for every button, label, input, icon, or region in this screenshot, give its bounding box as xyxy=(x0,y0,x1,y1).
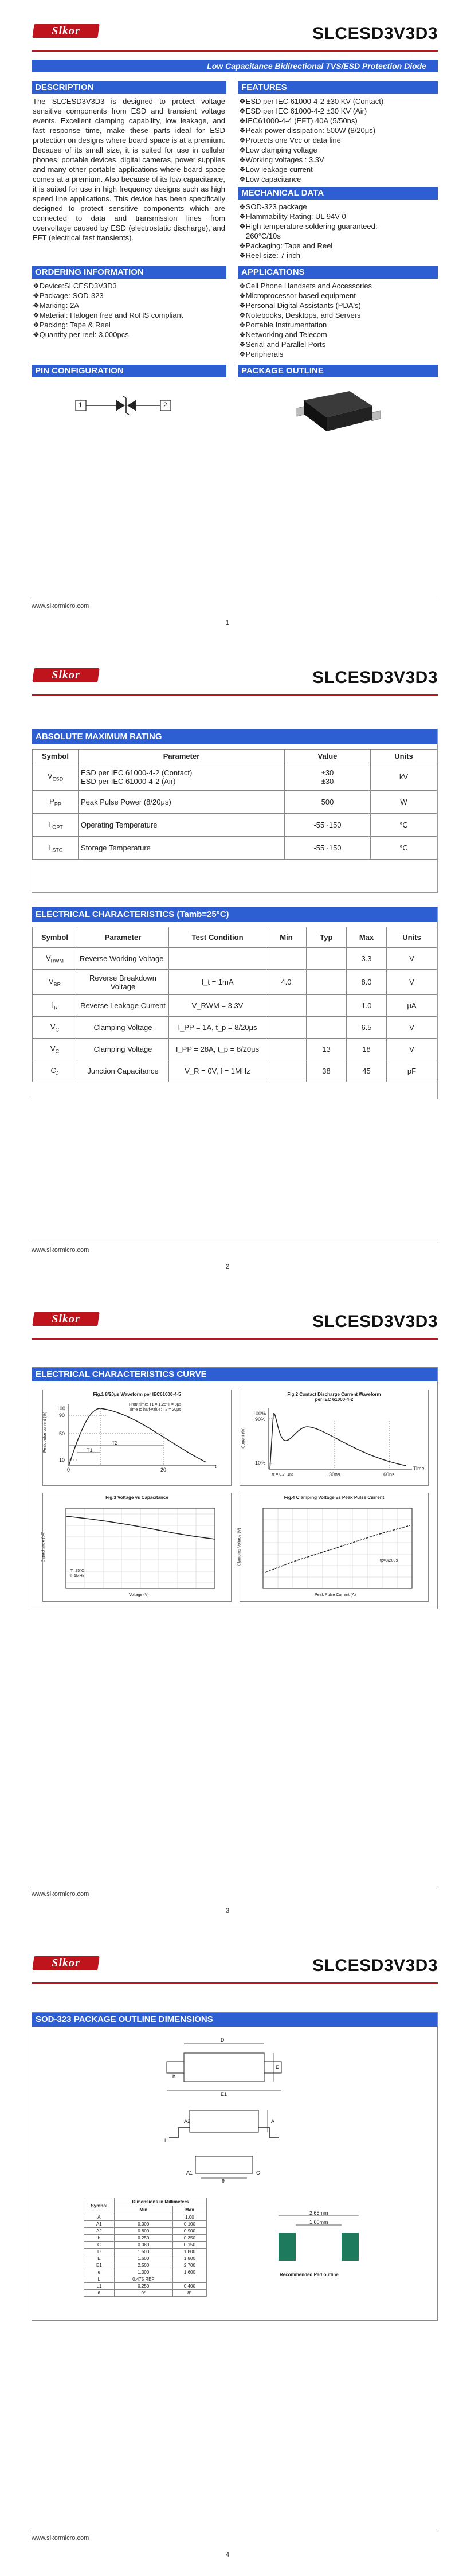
fig1-tick-x20: 20 xyxy=(160,1467,167,1473)
table-row xyxy=(33,1017,437,1039)
typ-cell: 38 xyxy=(307,1060,347,1082)
dim-min-cell: 1.500 xyxy=(114,2249,172,2255)
package-photo xyxy=(287,380,390,443)
value-cell: ±30 ±30 xyxy=(285,763,371,791)
dim-symbol-cell: e xyxy=(84,2269,115,2276)
units-cell: °C xyxy=(371,837,437,860)
col-header: Typ xyxy=(307,927,347,948)
condition-cell: V_R = 0V, f = 1MHz xyxy=(169,1060,266,1082)
fig2-xlabel: Time xyxy=(413,1466,425,1472)
table-row xyxy=(33,1060,437,1082)
dim-max-cell: 8° xyxy=(172,2290,206,2297)
col-header: Units xyxy=(371,750,437,763)
page-number: 4 xyxy=(225,2551,230,2558)
feature-item: ❖Low leakage current xyxy=(239,165,313,174)
feature-item: ❖Low capacitance xyxy=(239,175,301,184)
col-header: Symbol xyxy=(33,927,77,948)
application-item: ❖Networking and Telecom xyxy=(239,330,327,339)
dim-symbol-cell: A1 xyxy=(84,2221,115,2228)
table-row xyxy=(33,1039,437,1060)
dim-a1-label: A1 xyxy=(186,2170,193,2176)
parameter-cell: Peak Pulse Power (8/20μs) xyxy=(79,791,285,814)
application-item: ❖Peripherals xyxy=(239,350,284,358)
dim-symbol-cell: b xyxy=(84,2235,115,2242)
curves-section xyxy=(32,1367,438,1609)
table-row xyxy=(84,2228,207,2235)
footer-url: www.slkormicro.com xyxy=(32,1891,89,1898)
fig1-tick-x0: 0 xyxy=(67,1467,70,1473)
col-header: Max xyxy=(172,2206,206,2214)
dim-symbol-cell: D xyxy=(84,2249,115,2255)
fig2-ylabel: Current (%) xyxy=(241,1427,246,1449)
dim-e-label: E xyxy=(276,2064,280,2070)
header-rule xyxy=(32,1982,438,1984)
page-2 xyxy=(0,644,455,1288)
fig2-tick-90: 90% xyxy=(255,1416,266,1422)
symbol-cell: $V_{BR}$ xyxy=(33,970,77,995)
application-item: ❖Portable Instrumentation xyxy=(239,321,327,329)
fig2-tr-label: tr = 0.7~1ns xyxy=(272,1473,294,1477)
table-row xyxy=(84,2214,207,2221)
units-cell: °C xyxy=(371,814,437,837)
mechanical-item: ❖High temperature soldering guaranteed: xyxy=(239,222,378,231)
dim-theta-label: θ xyxy=(222,2178,225,2184)
recommended-pad xyxy=(261,2208,376,2288)
feature-item: ❖Low clamping voltage xyxy=(239,146,317,154)
max-cell: 1.0 xyxy=(347,995,387,1017)
fig2-tick-100: 100% xyxy=(253,1411,266,1416)
feature-item: ❖Working voltages : 3.3V xyxy=(239,155,324,164)
abs-max-heading: ABSOLUTE MAXIMUM RATING xyxy=(32,729,437,744)
pin-1-label: 1 xyxy=(79,401,83,409)
dim-min-cell: 0.250 xyxy=(114,2235,172,2242)
col-header: Test Condition xyxy=(169,927,266,948)
col-header: Symbol xyxy=(84,2198,115,2214)
description-text: The SLCESD3V3D3 is designed to protect voltage sensitive components from ESD and transient voltage events. Excellent clamping capability, low leakage, and fast response time, make these parts ideal for ESD protection on designs where board space is at a premium. Because of its small size, it is suited for use in cellular phones, portable devices, digital cameras, power supplies and many other portable applications where board space comes at a premium. Also because of its low capacitance, it is suited for use in high frequency designs such as high speed line applications. This device has been specifically designed to protect sensitive components which are connected to data and transmission lines from overvoltage caused by ESD (electrostatic discharge), and EFT (electrical fast transients). xyxy=(33,97,225,242)
dim-max-cell: 0.100 xyxy=(172,2221,206,2228)
units-cell: V xyxy=(387,970,437,995)
col-header: Value xyxy=(285,750,371,763)
ordering-heading: ORDERING INFORMATION xyxy=(32,266,226,279)
header-rule xyxy=(32,1338,438,1340)
min-cell xyxy=(266,1060,307,1082)
application-item: ❖Serial and Parallel Ports xyxy=(239,340,326,349)
condition-cell: I_PP = 28A, t_p = 8/20μs xyxy=(169,1039,266,1060)
elec-char-table xyxy=(32,927,437,1082)
ordering-item: ❖Material: Halogen free and RoHS compliant xyxy=(33,311,183,319)
brand-logo: Slkor xyxy=(32,1312,99,1326)
parameter-cell: Storage Temperature xyxy=(79,837,285,860)
ordering-item: ❖Device:SLCESD3V3D3 xyxy=(33,282,117,290)
fig1-legend-2: Time to half-value: T2 = 20μs xyxy=(129,1408,181,1412)
fig3-ylabel: Capacitance (pF) xyxy=(41,1531,46,1563)
max-cell: 18 xyxy=(347,1039,387,1060)
outline-side-view xyxy=(161,2105,287,2145)
min-cell xyxy=(266,995,307,1017)
applications-heading: APPLICATIONS xyxy=(238,266,438,279)
condition-cell: I_PP = 1A, t_p = 8/20μs xyxy=(169,1017,266,1039)
dim-min-cell: 0.475 REF xyxy=(114,2276,172,2283)
description-heading: DESCRIPTION xyxy=(32,81,226,94)
fig1-tick-50: 50 xyxy=(59,1431,65,1437)
dim-symbol-cell: θ xyxy=(84,2290,115,2297)
fig3-legend-2: f=1MHz xyxy=(70,1574,85,1578)
units-cell: W xyxy=(371,791,437,814)
features-list xyxy=(239,96,437,184)
feature-item: ❖Protects one Vcc or data line xyxy=(239,136,341,145)
dim-max-cell: 1.800 xyxy=(172,2255,206,2262)
dim-max-cell: 0.150 xyxy=(172,2242,206,2249)
pad-width-inner: 1.60mm xyxy=(309,2219,328,2225)
fig4-legend: tp=8/20μs xyxy=(380,1559,398,1563)
value-cell: 500 xyxy=(285,791,371,814)
dim-max-cell: 2.700 xyxy=(172,2262,206,2269)
dim-min-cell: 1.000 xyxy=(114,2269,172,2276)
units-cell: μA xyxy=(387,995,437,1017)
typ-cell xyxy=(307,1017,347,1039)
max-cell: 45 xyxy=(347,1060,387,1082)
units-cell: kV xyxy=(371,763,437,791)
feature-item: ❖IEC61000-4-4 (EFT) 40A (5/50ns) xyxy=(239,116,358,125)
fig1-xlabel: t xyxy=(215,1463,217,1469)
fig1-tick-10: 10 xyxy=(59,1457,65,1463)
condition-cell: I_t = 1mA xyxy=(169,970,266,995)
units-cell: pF xyxy=(387,1060,437,1082)
elec-char-heading: ELECTRICAL CHARACTERISTICS (Tamb=25°C) xyxy=(32,907,437,922)
dim-symbol-cell: L1 xyxy=(84,2283,115,2290)
dim-c-label: C xyxy=(256,2170,260,2176)
footer-url: www.slkormicro.com xyxy=(32,1247,89,1254)
dim-min-cell: 0.250 xyxy=(114,2283,172,2290)
mechanical-list xyxy=(239,202,437,260)
outline-end-view xyxy=(161,2150,287,2185)
abs-max-section xyxy=(32,729,438,893)
dim-max-cell: 0.350 xyxy=(172,2235,206,2242)
table-row xyxy=(84,2276,207,2283)
page-4 xyxy=(0,1932,455,2576)
fig1-legend-1: Front time: T1 = 1.25*T = 8μs xyxy=(129,1403,182,1407)
dim-min-cell xyxy=(114,2214,172,2221)
typ-cell xyxy=(307,948,347,970)
page-number: 1 xyxy=(225,619,230,626)
symbol-cell: $V_{ESD}$ xyxy=(33,763,79,791)
dim-symbol-cell: L xyxy=(84,2276,115,2283)
table-row xyxy=(84,2249,207,2255)
fig2-tick-30ns: 30ns xyxy=(329,1472,340,1477)
symbol-cell: $I_R$ xyxy=(33,995,77,1017)
fig1-t2: T2 xyxy=(112,1440,118,1446)
part-number: SLCESD3V3D3 xyxy=(312,668,438,687)
fig2-title-2: per IEC 61000-4-2 xyxy=(315,1397,354,1402)
dim-symbol-cell: E xyxy=(84,2255,115,2262)
dim-max-cell: 0.400 xyxy=(172,2283,206,2290)
dim-min-cell: 0.800 xyxy=(114,2228,172,2235)
dim-symbol-cell: E1 xyxy=(84,2262,115,2269)
symbol-cell: $V_C$ xyxy=(33,1039,77,1060)
table-row xyxy=(33,995,437,1017)
fig2-tick-10: 10% xyxy=(255,1460,266,1466)
dim-max-cell xyxy=(172,2276,206,2283)
fig1-tick-100: 100 xyxy=(57,1406,66,1411)
dim-max-cell: 0.900 xyxy=(172,2228,206,2235)
fig3-legend-1: T=25°C xyxy=(70,1569,85,1573)
dim-max-cell: 1.600 xyxy=(172,2269,206,2276)
dim-max-cell: 1.00 xyxy=(172,2214,206,2221)
table-row xyxy=(84,2269,207,2276)
value-cell: -55~150 xyxy=(285,837,371,860)
table-row xyxy=(84,2242,207,2249)
page-1 xyxy=(0,0,455,644)
condition-cell xyxy=(169,948,266,970)
dim-e1-label: E1 xyxy=(221,2091,227,2097)
min-cell xyxy=(266,1039,307,1060)
application-item: ❖Cell Phone Handsets and Accessories xyxy=(239,282,372,290)
feature-item: ❖ESD per IEC 61000-4-2 ±30 KV (Contact) xyxy=(239,97,384,106)
table-row xyxy=(84,2290,207,2297)
table-row xyxy=(33,791,437,814)
mechanical-heading: MECHANICAL DATA xyxy=(238,187,438,200)
fig4-ylabel: Clamping Voltage (V) xyxy=(237,1528,242,1566)
table-row xyxy=(33,837,437,860)
typ-cell: 13 xyxy=(307,1039,347,1060)
fig2-title: Fig.2 Contact Discharge Current Waveform xyxy=(287,1392,381,1397)
brand-logo: Slkor xyxy=(32,1956,99,1970)
page-number: 2 xyxy=(225,1263,230,1270)
page-3 xyxy=(0,1288,455,1932)
fig4-title: Fig.4 Clamping Voltage vs Peak Pulse Current xyxy=(284,1495,385,1500)
features-heading: FEATURES xyxy=(238,81,438,94)
abs-max-table xyxy=(32,749,437,860)
pad-width-outer: 2.65mm xyxy=(309,2210,328,2216)
fig1-tick-90: 90 xyxy=(59,1412,65,1418)
mechanical-item: 260°C/10s xyxy=(246,232,281,240)
elec-char-section xyxy=(32,907,438,1099)
part-number: SLCESD3V3D3 xyxy=(312,1312,438,1331)
symbol-cell: $V_C$ xyxy=(33,1017,77,1039)
col-header: Min xyxy=(266,927,307,948)
dim-symbol-cell: C xyxy=(84,2242,115,2249)
min-cell: 4.0 xyxy=(266,970,307,995)
parameter-cell: Junction Capacitance xyxy=(77,1060,169,1082)
dim-b-label: b xyxy=(172,2074,176,2079)
outline-top-view xyxy=(161,2036,287,2099)
brand-logo: Slkor xyxy=(32,24,99,38)
parameter-cell: Clamping Voltage xyxy=(77,1039,169,1060)
header-rule xyxy=(32,694,438,696)
fig3-panel xyxy=(42,1493,232,1602)
max-cell: 6.5 xyxy=(347,1017,387,1039)
table-row xyxy=(84,2235,207,2242)
application-item: ❖Microprocessor based equipment xyxy=(239,291,356,300)
dim-d-label: D xyxy=(221,2037,225,2043)
max-cell: 3.3 xyxy=(347,948,387,970)
table-row xyxy=(33,763,437,791)
ordering-item: ❖Package: SOD-323 xyxy=(33,291,104,300)
ordering-item: ❖Quantity per reel: 3,000pcs xyxy=(33,330,129,339)
feature-item: ❖ESD per IEC 61000-4-2 ±30 KV (Air) xyxy=(239,107,367,115)
parameter-cell: Clamping Voltage xyxy=(77,1017,169,1039)
ordering-list xyxy=(33,281,225,339)
col-header: Min xyxy=(114,2206,172,2214)
parameter-cell: Reverse Leakage Current xyxy=(77,995,169,1017)
col-header: Units xyxy=(387,927,437,948)
outline-heading: SOD-323 PACKAGE OUTLINE DIMENSIONS xyxy=(32,2013,437,2027)
typ-cell xyxy=(307,970,347,995)
units-cell: V xyxy=(387,1039,437,1060)
parameter-cell: Reverse Breakdown Voltage xyxy=(77,970,169,995)
parameter-cell: Operating Temperature xyxy=(79,814,285,837)
application-item: ❖Personal Digital Assistants (PDA's) xyxy=(239,301,361,310)
package-outline-heading: PACKAGE OUTLINE xyxy=(238,365,438,377)
fig1-title: Fig.1 8/20μs Waveform per IEC61000-4-5 xyxy=(93,1392,181,1397)
part-number: SLCESD3V3D3 xyxy=(312,24,438,43)
col-header: Parameter xyxy=(79,750,285,763)
pin-config-heading: PIN CONFIGURATION xyxy=(32,365,226,377)
fig1-t1: T1 xyxy=(87,1447,93,1453)
symbol-cell: $T_{OPT}$ xyxy=(33,814,79,837)
fig4-xlabel: Peak Pulse Current (A) xyxy=(315,1593,356,1597)
dim-symbol-cell: A2 xyxy=(84,2228,115,2235)
dim-min-cell: 2.500 xyxy=(114,2262,172,2269)
pin-config-diagram xyxy=(63,385,189,426)
footer-url: www.slkormicro.com xyxy=(32,2535,89,2542)
fig3-title: Fig.3 Voltage vs Capacitance xyxy=(105,1495,168,1500)
symbol-cell: $T_{STG}$ xyxy=(33,837,79,860)
fig2-tick-60ns: 60ns xyxy=(383,1472,395,1477)
table-row xyxy=(84,2283,207,2290)
fig4-panel xyxy=(237,1493,429,1602)
mechanical-item: ❖Packaging: Tape and Reel xyxy=(239,241,333,250)
col-header: Max xyxy=(347,927,387,948)
outline-section xyxy=(32,2012,438,2321)
value-cell: -55~150 xyxy=(285,814,371,837)
dimensions-table xyxy=(84,2198,207,2297)
table-row xyxy=(84,2221,207,2228)
col-header: Dimensions in Millimeters xyxy=(114,2198,206,2206)
dim-l-label: L xyxy=(164,2138,168,2144)
applications-list xyxy=(239,281,437,359)
header-rule xyxy=(32,50,438,52)
dim-symbol-cell: A xyxy=(84,2214,115,2221)
col-header: Parameter xyxy=(77,927,169,948)
symbol-cell: $C_J$ xyxy=(33,1060,77,1082)
part-number: SLCESD3V3D3 xyxy=(312,1956,438,1975)
min-cell xyxy=(266,948,307,970)
fig1-panel xyxy=(42,1390,232,1486)
brand-logo: Slkor xyxy=(32,668,99,682)
mechanical-item: ❖Reel size: 7 inch xyxy=(239,251,301,260)
symbol-cell: $V_{RWM}$ xyxy=(33,948,77,970)
parameter-cell: ESD per IEC 61000-4-2 (Contact) ESD per IEC 61000-4-2 (Air) xyxy=(79,763,285,791)
dim-max-cell: 1.800 xyxy=(172,2249,206,2255)
table-row xyxy=(33,970,437,995)
dim-min-cell: 0° xyxy=(114,2290,172,2297)
ordering-item: ❖Marking: 2A xyxy=(33,301,80,310)
table-row xyxy=(84,2262,207,2269)
parameter-cell: Reverse Working Voltage xyxy=(77,948,169,970)
fig2-panel xyxy=(240,1390,429,1486)
units-cell: V xyxy=(387,948,437,970)
pin-2-label: 2 xyxy=(163,401,167,409)
dim-min-cell: 0.080 xyxy=(114,2242,172,2249)
application-item: ❖Notebooks, Desktops, and Servers xyxy=(239,311,361,319)
table-row xyxy=(33,814,437,837)
dim-a-label: A xyxy=(271,2118,275,2124)
mechanical-item: ❖Flammability Rating: UL 94V-0 xyxy=(239,212,346,221)
pad-title: Recommended Pad outline xyxy=(280,2272,339,2277)
max-cell: 8.0 xyxy=(347,970,387,995)
min-cell xyxy=(266,1017,307,1039)
dim-min-cell: 1.600 xyxy=(114,2255,172,2262)
fig1-ylabel: Peak pulse current (%) xyxy=(43,1411,48,1453)
typ-cell xyxy=(307,995,347,1017)
condition-cell: V_RWM = 3.3V xyxy=(169,995,266,1017)
col-header: Symbol xyxy=(33,750,79,763)
ordering-item: ❖Packing: Tape & Reel xyxy=(33,321,111,329)
footer-url: www.slkormicro.com xyxy=(32,603,89,610)
table-row xyxy=(33,948,437,970)
units-cell: V xyxy=(387,1017,437,1039)
fig3-xlabel: Voltage (V) xyxy=(129,1593,149,1597)
product-subtitle: Low Capacitance Bidirectional TVS/ESD Protection Diode xyxy=(32,60,438,72)
mechanical-item: ❖SOD-323 package xyxy=(239,202,307,211)
dim-a2-label: A2 xyxy=(184,2118,191,2124)
page-number: 3 xyxy=(225,1907,230,1914)
dim-min-cell: 0.000 xyxy=(114,2221,172,2228)
curves-heading: ELECTRICAL CHARACTERISTICS CURVE xyxy=(32,1368,437,1381)
table-row xyxy=(84,2255,207,2262)
symbol-cell: $P_{PP}$ xyxy=(33,791,79,814)
feature-item: ❖Peak power dissipation: 500W (8/20μs) xyxy=(239,126,376,135)
